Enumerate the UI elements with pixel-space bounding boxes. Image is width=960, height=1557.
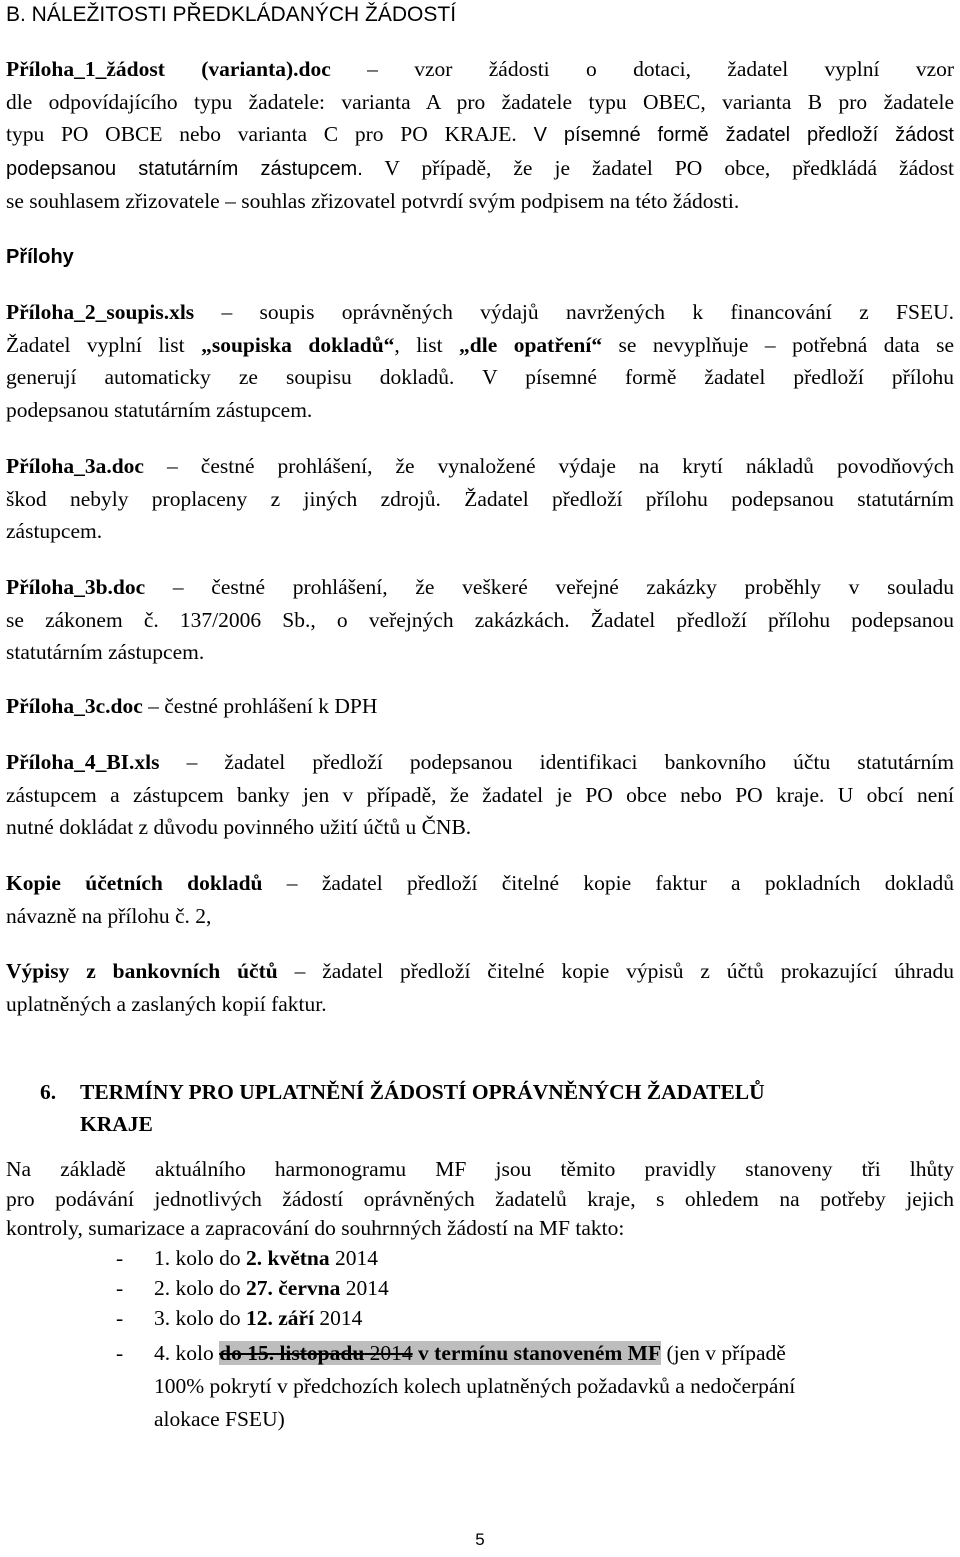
paragraph-priloha-4 xyxy=(6,746,954,844)
paragraph-line: podepsanou statutárním zástupcem. V případě, že je žadatel PO obce, předkládá žádost xyxy=(6,155,954,180)
paragraph-line: kontroly, sumarizace a zapracování do souhrnných žádostí na MF takto: xyxy=(6,1216,625,1240)
paragraph-line: Příloha_1_žádost (varianta).doc – vzor žádosti o dotaci, žadatel vyplní vzor xyxy=(6,57,955,81)
paragraph-line: Příloha_3a.doc – čestné prohlášení, že vynaložené výdaje na krytí nákladů povodňových xyxy=(6,454,954,478)
highlighted-text: do 15. listopadu 2014 v termínu stanoveném MF xyxy=(219,1341,662,1365)
paragraph-priloha-3c xyxy=(6,690,954,723)
section-heading-b: B. NÁLEŽITOSTI PŘEDKLÁDANÝCH ŽÁDOSTÍ xyxy=(6,3,457,26)
paragraph-priloha-3a xyxy=(6,450,954,548)
deadline-list xyxy=(116,1243,956,1436)
paragraph-line: Příloha_4_BI.xls – žadatel předloží podepsanou identifikaci bankovního účtu statutárním xyxy=(6,750,954,774)
paragraph-vypisy-uctu xyxy=(6,955,954,1020)
paragraph-line: nutné dokládat z důvodu povinného užití účtů u ČNB. xyxy=(6,815,472,839)
struck-text: do 15. listopadu xyxy=(219,1341,365,1365)
attachment-name: Příloha_3a.doc xyxy=(6,454,144,478)
paragraph-line: se zákonem č. 137/2006 Sb., o veřejných zakázkách. Žadatel předloží přílohu podepsanou xyxy=(6,607,954,632)
paragraph-line: zástupcem a zástupcem banky jen v případě, že žadatel je PO obce nebo PO kraje. U obcí není xyxy=(6,782,954,807)
paragraph-line: Na základě aktuálního harmonogramu MF jsou těmito pravidly stanoveny tři lhůty xyxy=(6,1157,954,1181)
attachment-name: Příloha_2_soupis.xls xyxy=(6,300,195,324)
paragraph-line: zástupcem. xyxy=(6,519,103,543)
attachment-name: Příloha_4_BI.xls xyxy=(6,750,160,774)
list-item: - 1. kolo do 2. května 2014 xyxy=(116,1246,378,1270)
section-6-number: 6. xyxy=(40,1080,57,1104)
paragraph-line: návazně na přílohu č. 2, xyxy=(6,903,212,928)
paragraph-line: se souhlasem zřizovatele – souhlas zřizovatel potvrdí svým podpisem na této žádosti. xyxy=(6,189,740,213)
paragraph-line: pro podávání jednotlivých žádostí oprávněných žadatelů kraje, s ohledem na potřeby jejich xyxy=(6,1186,954,1211)
attachment-name: Kopie účetních dokladů xyxy=(6,871,263,895)
paragraph-line: Kopie účetních dokladů – žadatel předloží čitelné kopie faktur a pokladních dokladů xyxy=(6,871,954,895)
paragraph-line: Příloha_3c.doc – čestné prohlášení k DPH xyxy=(6,694,378,718)
paragraph-line: Žadatel vyplní list „soupiska dokladů“, list „dle opatření“ se nevyplňuje – potřebná data se xyxy=(6,332,954,357)
paragraph-line: podepsanou statutárním zástupcem. xyxy=(6,397,313,422)
paragraph-line: Výpisy z bankovních účtů – žadatel předloží čitelné kopie výpisů z účtů prokazující úhradu xyxy=(6,959,954,983)
list-item: - 3. kolo do 12. září 2014 xyxy=(116,1306,363,1330)
section-6-title: TERMÍNY PRO UPLATNĚNÍ ŽÁDOSTÍ OPRÁVNĚNÝCH ŽADATELŮ KRAJE xyxy=(80,1080,765,1136)
attachment-name: Příloha_3c.doc xyxy=(6,694,143,718)
paragraph-priloha-2 xyxy=(6,296,954,426)
paragraph-kopie-dokladu xyxy=(6,867,954,932)
paragraph-line: uplatněných a zaslaných kopií faktur. xyxy=(6,991,327,1016)
attachment-name: Výpisy z bankovních účtů xyxy=(6,959,278,983)
paragraph-line: generují automaticky ze soupisu dokladů. V písemné formě žadatel předloží přílohu xyxy=(6,365,954,389)
paragraph-line: dle odpovídajícího typu žadatele: varianta A pro žadatele typu OBEC, varianta B pro žadatele xyxy=(6,89,954,114)
paragraph-priloha-3b xyxy=(6,571,954,669)
paragraph-line: statutárním zástupcem. xyxy=(6,640,205,664)
attachment-name: Příloha_3b.doc xyxy=(6,575,146,599)
paragraph-harmonogram xyxy=(6,1155,954,1244)
list-item: - 2. kolo do 27. června 2014 xyxy=(116,1276,389,1300)
paragraph-priloha-1 xyxy=(6,53,954,218)
list-item: - 4. kolo do 15. listopadu 2014 v termínu stanoveném MF (jen v případě 100% pokrytí v předchozích kolech uplatněných požadavků a nedočerpání alokace FSEU) xyxy=(116,1341,796,1431)
paragraph-line: Příloha_3b.doc – čestné prohlášení, že veškeré veřejné zakázky proběhly v souladu xyxy=(6,575,954,599)
attachment-name: Příloha_1_žádost (varianta).doc xyxy=(6,57,331,81)
paragraph-line: Příloha_2_soupis.xls – soupis oprávněných výdajů navržených k financování z FSEU. xyxy=(6,300,954,324)
page-number: 5 xyxy=(475,1530,485,1549)
paragraph-line: škod nebyly proplaceny z jiných zdrojů. Žadatel předloží přílohu podepsanou statutárním xyxy=(6,486,954,511)
subheading-prilohy: Přílohy xyxy=(6,246,74,268)
paragraph-line: typu PO OBCE nebo varianta C pro PO KRAJE. V písemné formě žadatel předloží žádost xyxy=(6,122,954,146)
